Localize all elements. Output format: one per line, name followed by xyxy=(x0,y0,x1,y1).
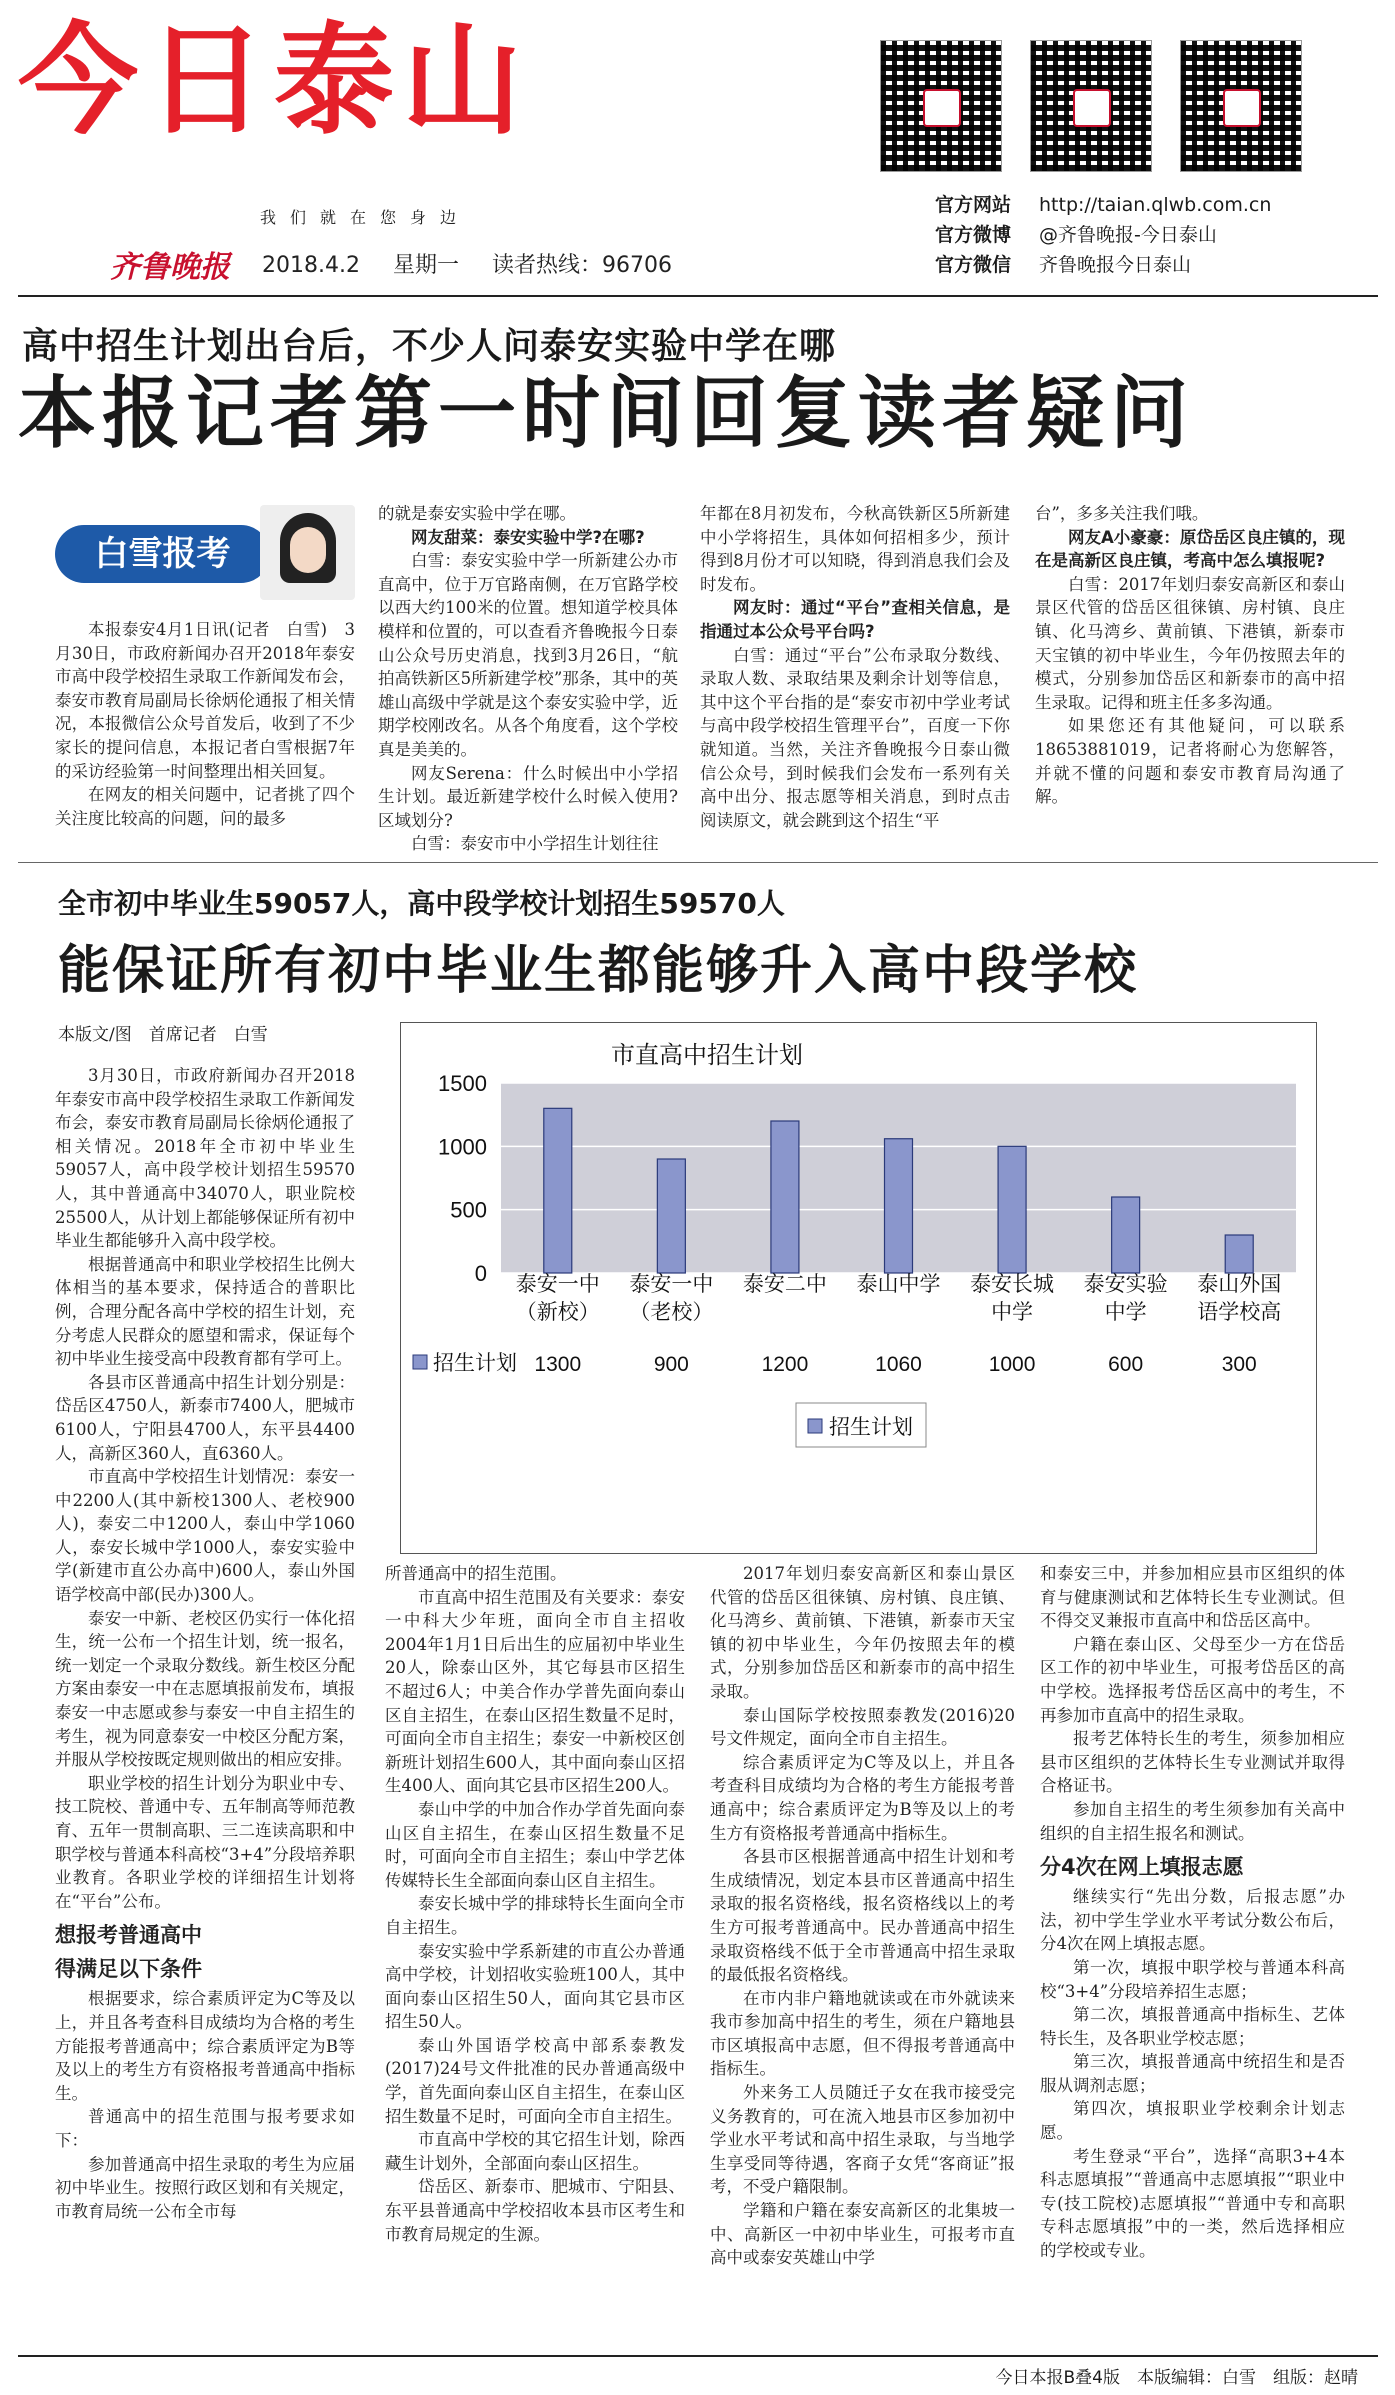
article2-col3: 2017年划归泰安高新区和泰山景区代管的岱岳区徂徕镇、房村镇、良庄镇、化马湾乡、黄前镇、下港镇，新泰市天宝镇的初中毕业生，今年仍按照去年的模式，分别参加岱岳区和新泰市的高中招生录取。 泰山国际学校按照泰教发(2016)20号文件规定，面向全市自主招生。 综合素质评定为C等及以上，并且各考查科目成绩均为合格的考生方能报考普通高中；综合素质评定为B等及以上的考生方有资格报考普通高中指标生。 各县市区根据普通高中招生计划和考生成绩情况，划定本县市区普通高中招生录取的报名资格线，报名资格线以上的考生方可报考普通高中。民办普通高中招生录取资格线不低于全市普通高中招生录取的最低报名资格线。 在市内非户籍地就读或在市外就读来我市参加高中招生的考生，须在户籍地县市区填报高中志愿，但不得报考普通高中指标生。 外来务工人员随迁子女在我市接受完义务教育的，可在流入地县市区参加初中学业水平考试和高中招生录取，与当地学生享受同等待遇，客商子女凭“客商证”报考，不受户籍限制。 学籍和户籍在泰安高新区的北集坡一中、高新区一中初中毕业生，可报考市直高中或泰安英雄山中学 xyxy=(710,1564,1015,2268)
category-label: 泰山外国 xyxy=(1197,1273,1282,1296)
official-links xyxy=(935,190,1271,280)
masthead-title: 今日泰山 xyxy=(18,12,530,151)
article2-col2: 所普通高中的招生范围。 市直高中招生范围及有关要求：泰安一中科大少年班，面向全市自主招收2004年1月1日后出生的应届初中毕业生20人，除泰山区外，其它每县市区招生不超过6人；中美合作办学普先面向泰山区自主招生，在泰山区招生数量不足时，可面向全市自主招生；泰安一中新校区创新班计划招生600人，其中面向泰山区招生400人、面向其它县市区招生200人。 泰山中学的中加合作办学首先面向泰山区自主招生，在泰山区招生数量不足时，可面向全市自主招生；泰山中学艺体传媒特长生全部面向泰山区自主招生。 泰安长城中学的排球特长生面向全市自主招生。 泰安实验中学系新建的市直公办普通高中学校，计划招收实验班100人，其中面向泰山区招生50人，面向其它县市区招生50人。 泰山外国语学校高中部系泰教发(2017)24号文件批准的民办普通高级中学，首先面向泰山区自主招生，在泰山区招生数量不足时，可面向全市自主招生。 市直高中学校的其它招生计划，除西藏生计划外，全部面向泰山区招生。 岱岳区、新泰市、肥城市、宁阳县、东平县普通高中学校招收本县市区考生和市教育局规定的生源。 xyxy=(385,1564,685,2244)
category-label: 泰安二中 xyxy=(742,1273,827,1296)
issue-date: 2018.4.2 xyxy=(262,253,360,278)
category-label: 泰安一中 xyxy=(629,1273,714,1296)
category-label: 泰安长城 xyxy=(970,1273,1055,1296)
hotline: 读者热线：96706 xyxy=(491,253,672,278)
column-badge xyxy=(55,505,355,600)
chart-title: 市直高中招生计划 xyxy=(611,1042,803,1069)
link-weibo: 官方微博 @齐鲁晚报-今日泰山 xyxy=(935,224,1217,246)
category-label: 泰山中学 xyxy=(856,1273,941,1296)
article1-headline: 本报记者第一时间回复读者疑问 xyxy=(18,369,1195,459)
category-label: （新校） xyxy=(515,1301,600,1324)
badge-label: 白雪报考 xyxy=(55,525,270,583)
legend-swatch xyxy=(413,1355,427,1369)
bar-chart xyxy=(400,1022,1317,1554)
bar xyxy=(1112,1197,1140,1273)
weekday: 星期一 xyxy=(392,253,459,278)
article2-headline: 能保证所有初中毕业生都能够升入高中段学校 xyxy=(58,941,1139,1001)
category-label: 中学 xyxy=(1104,1301,1147,1324)
category-label: 泰安一中 xyxy=(515,1273,600,1296)
bar xyxy=(771,1121,799,1273)
y-tick-label: 1000 xyxy=(438,1134,487,1160)
reporter-photo xyxy=(260,505,355,600)
bar xyxy=(998,1146,1026,1273)
subhead: 分4次在网上填报志愿 xyxy=(1040,1855,1244,1880)
bar xyxy=(544,1108,572,1273)
masthead-divider xyxy=(18,295,1378,297)
data-label: 1000 xyxy=(988,1353,1036,1376)
data-label: 1300 xyxy=(534,1353,582,1376)
category-label: 语学校高 xyxy=(1197,1301,1282,1324)
brand-logo: 齐鲁晚报 xyxy=(110,250,230,285)
section-divider xyxy=(18,862,1378,863)
article2-kicker: 全市初中毕业生59057人，高中段学校计划招生59570人 xyxy=(58,887,785,920)
page-footer xyxy=(18,2355,1378,2387)
data-label: 1200 xyxy=(761,1353,809,1376)
bar xyxy=(1225,1235,1253,1273)
article1-col3: 年都在8月初发布，今秋高铁新区5所新建中小学将招生，具体如何招相多少，预计得到8月份才可以知晓，得到消息我们会及时发布。 网友时：通过“平台”查相关信息，是指通过本公众号平台吗? 白雪：通过“平台”公布录取分数线、录取人数、录取结果及剩余计划等信息，其中这个平台指的是“泰安市初中学业考试与高中段学校招生管理平台”，百度一下你就知道。当然，关注齐鲁晚报今日泰山微信公众号，到时候我们会发布一系列有关高中出分、报志愿等相关消息，到时点击阅读原文，就会跳到这个招生“平 xyxy=(700,504,1010,830)
link-wechat: 官方微信 齐鲁晚报今日泰山 xyxy=(935,254,1192,276)
bar xyxy=(657,1159,685,1273)
data-label: 300 xyxy=(1221,1353,1257,1376)
slogan: 我们就在您身边 xyxy=(260,208,471,227)
y-tick-label: 1500 xyxy=(438,1071,487,1096)
article1-col2: 的就是泰安实验中学在哪。 网友甜菜：泰安实验中学?在哪? 白雪：泰安实验中学一所新建公办市直高中，位于万官路南侧，在万官路学校以西大约100米的位置。想知道学校具体模样和位置的，可以查看齐鲁晚报今日泰山公众号历史消息，找到3月26日，“航拍高铁新区5所新建学校”那条，其中的英雄山高级中学就是这个泰安实验中学，近期学校刚改名。从各个角度看，这个学校真是美美的。 网友Serena：什么时候出中小学招生计划。最近新建学校什么时候入使用?区域划分? 白雪：泰安市中小学招生计划往往 xyxy=(378,504,678,854)
category-label: 泰安实验 xyxy=(1083,1273,1168,1296)
footer-credits: 今日本报B叠4版 本版编辑：白雪 组版：赵晴 xyxy=(995,2368,1358,2388)
chart-svg xyxy=(401,1023,1316,1553)
data-label: 1060 xyxy=(875,1353,922,1376)
qr-code-icon xyxy=(1180,40,1302,172)
article2-byline: 本版文/图 首席记者 白雪 xyxy=(58,1025,268,1045)
qr-code-icon xyxy=(1030,40,1152,172)
dateline xyxy=(262,248,698,279)
article1-kicker: 高中招生计划出台后，不少人问泰安实验中学在哪 xyxy=(22,326,837,367)
data-label: 900 xyxy=(653,1353,689,1376)
bar xyxy=(885,1139,913,1273)
series-key-label: 招生计划 xyxy=(433,1352,517,1375)
legend-label: 招生计划 xyxy=(829,1416,913,1439)
y-tick-label: 0 xyxy=(474,1261,487,1286)
legend-swatch xyxy=(808,1419,822,1433)
data-label: 600 xyxy=(1108,1353,1144,1376)
article1-col1: 本报泰安4月1日讯(记者 白雪) 3月30日，市政府新闻办召开2018年泰安市高中段学校招生录取工作新闻发布会，泰安市教育局副局长徐炳伦通报了相关情况，本报微信公众号首发后，收到了不少家长的提问信息，本报记者白雪根据7年的采访经验第一时间整理出相关回复。 在网友的相关问题中，记者挑了四个关注度比较高的问题，问的最多 xyxy=(55,620,355,828)
qr-code-icon xyxy=(880,40,1002,172)
category-label: （老校） xyxy=(629,1301,714,1324)
category-label: 中学 xyxy=(991,1301,1034,1324)
article2-col4: 和泰安三中，并参加相应县市区组织的体育与健康测试和艺体特长生专业测试。但不得交叉兼报市直高中和岱岳区高中。 户籍在泰山区、父母至少一方在岱岳区工作的初中毕业生，可报考岱岳区的高中学校。选择报考岱岳区高中的考生，不再参加市直高中的招生录取。 报考艺体特长生的考生，须参加相应县市区组织的艺体特长生专业测试并取得合格证书。 参加自主招生的考生须参加有关高中组织的自主招生报名和测试。 分4次在网上填报志愿 继续实行“先出分数，后报志愿”办法，初中学生学业水平考试分数公布后，分4次在网上填报志愿。 第一次，填报中职学校与普通本科高校“3+4”分段培养招生志愿； 第二次，填报普通高中指标生、艺体特长生，及各职业学校志愿； 第三次，填报普通高中统招生和是否服从调剂志愿； 第四次，填报职业学校剩余计划志愿。 考生登录“平台”，选择“高职3+4本科志愿填报”“普通高中志愿填报”“职业中专(技工院校)志愿填报”“普通中专和高职专科志愿填报”中的一类，然后选择相应的学校或专业。 xyxy=(1040,1564,1345,2261)
article2-col1: 3月30日，市政府新闻办召开2018年泰安市高中段学校招生录取工作新闻发布会，泰安市教育局副局长徐炳伦通报了相关情况。2018年全市初中毕业生59057人，高中段学校计划招生59570人，其中普通高中34070人，职业院校25500人，从计划上都能够保证所有初中毕业生都能够升入高中段学校。 根据普通高中和职业学校招生比例大体相当的基本要求，保持适合的普职比例，合理分配各高中学校的招生计划，充分考虑人民群众的愿望和需求，保证每个初中毕业生接受高中段教育都有学可上。 各县市区普通高中招生计划分别是：岱岳区4750人，新泰市7400人，肥城市6100人，宁阳县4700人，东平县4400人，高新区360人，直6360人。 市直高中学校招生计划情况：泰安一中2200人(其中新校1300人、老校900人)，泰安二中1200人，泰山中学1060人，泰安长城中学1000人，泰安实验中学(新建市直公办高中)600人，泰山外国语学校高中部(民办)300人。 泰安一中新、老校区仍实行一体化招生，统一公布一个招生计划，统一报名，统一划定一个录取分数线。新生校区分配方案由泰安一中在志愿填报前发布，填报泰安一中志愿或参与泰安一中自主招生的考生，视为同意泰安一中校区分配方案，并服从学校按既定规则做出的相应安排。 职业学校的招生计划分为职业中专、技工院校、普通中专、五年制高等师范教育、五年一贯制高职、三二连读高职和中职学校与普通本科高校“3+4”分段培养职业教育。各职业学校的详细招生计划将在“平台”公布。 想报考普通高中 得满足以下条件 根据要求，综合素质评定为C等及以上，并且各考查科目成绩均为合格的考生方能报考普通高中；综合素质评定为B等及以上的考生方有资格报考普通高中指标生。 普通高中的招生范围与报考要求如下： 参加普通高中招生录取的考生为应届初中毕业生。按照行政区划和有关规定，市教育局统一公布全市每 xyxy=(55,1066,355,2221)
subhead: 得满足以下条件 xyxy=(55,1957,202,1982)
y-tick-label: 500 xyxy=(450,1197,487,1223)
article1-col4: 台”，多多关注我们哦。 网友A小豪豪：原岱岳区良庄镇的，现在是高新区良庄镇，考高中怎么填报呢? 白雪：2017年划归泰安高新区和泰山景区代管的岱岳区徂徕镇、房村镇、良庄镇、化马湾乡、黄前镇、下港镇，新泰市天宝镇的初中毕业生，今年仍按照去年的模式，分别参加岱岳区和新泰市的高中招生录取。记得和班主任多多沟通。 如果您还有其他疑问，可以联系18653881019，记者将耐心为您解答，并就不懂的问题和泰安市教育局沟通了解。 xyxy=(1035,504,1345,807)
link-website: 官方网站 http://taian.qlwb.com.cn xyxy=(935,194,1272,216)
subhead: 想报考普通高中 xyxy=(55,1923,202,1948)
